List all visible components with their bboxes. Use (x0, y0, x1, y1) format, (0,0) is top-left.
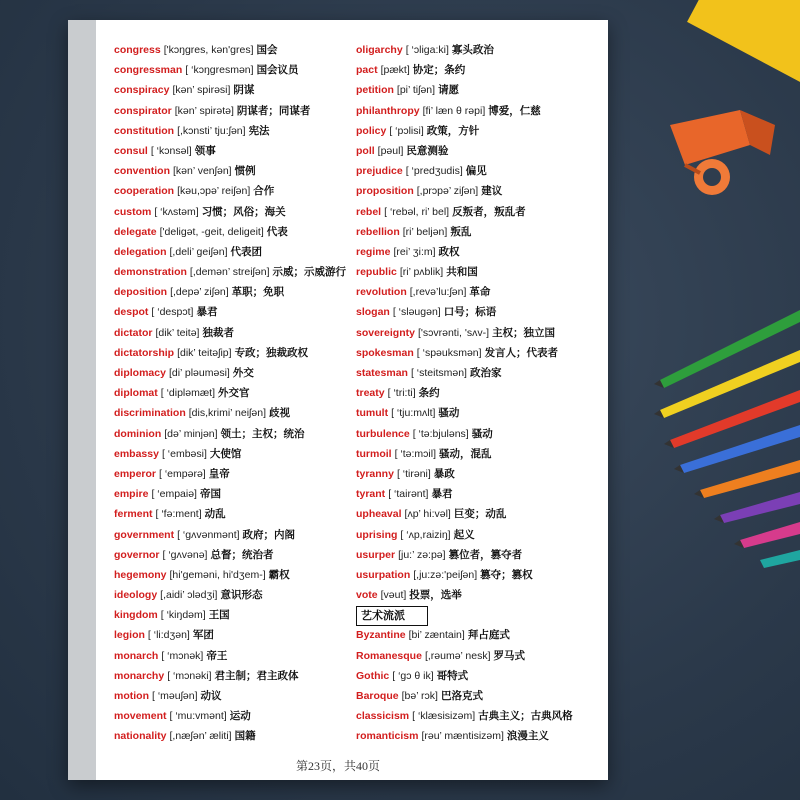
vocab-word: rebel (356, 205, 382, 218)
vocab-word: dominion (114, 427, 162, 440)
vocab-entry (356, 706, 606, 726)
section-heading-row (356, 605, 606, 625)
vocab-entry (114, 585, 354, 605)
right-column (356, 40, 606, 747)
vocab-word: dictatorship (114, 346, 175, 359)
vocab-word: demonstration (114, 266, 187, 279)
vocab-phonetic: [,depə’ ziʃən] (170, 286, 229, 299)
vocab-entry (356, 343, 606, 363)
vocab-entry (356, 262, 606, 282)
vocab-word: policy (356, 124, 387, 137)
vocab-entry (114, 141, 354, 161)
vocab-phonetic: [ ‘despɔt] (151, 306, 194, 319)
vocab-meaning: 博爱，仁慈 (488, 104, 541, 117)
vocab-meaning: 军团 (192, 629, 214, 642)
vocab-phonetic: [dis,krimi’ neiʃən] (188, 407, 266, 420)
vocab-phonetic: [ ‘mu:vmənt] (169, 710, 227, 723)
vocab-entry (356, 80, 606, 100)
vocab-phonetic: [ ‘steitsmən] (410, 367, 467, 379)
vocab-word: embassy (114, 447, 159, 460)
vocab-word: treaty (356, 387, 385, 400)
vocab-entry (114, 363, 354, 383)
vocab-entry (356, 282, 606, 302)
vocab-phonetic: [ ‘dipləmæt] (160, 387, 216, 400)
vocab-meaning: 骚动 (471, 427, 493, 440)
vocab-meaning: 拜占庭式 (467, 629, 510, 642)
binder-clip-icon (650, 85, 790, 205)
vocab-entry (356, 686, 606, 706)
vocab-phonetic: [,kɔnsti’ tju:ʃən] (177, 124, 246, 137)
vocab-phonetic: [,aidi’ ɔlədʒi] (160, 589, 218, 602)
vocab-word: pact (356, 64, 378, 77)
vocab-phonetic: [ ‘məuʃən] (152, 690, 198, 702)
vocab-word: hegemony (114, 568, 167, 581)
vocab-word: dictator (114, 326, 153, 339)
vocab-meaning: 合作 (253, 185, 275, 198)
vocab-phonetic: [,demən’ streiʃən] (189, 266, 270, 279)
vocab-entry (356, 121, 606, 141)
vocab-word: empire (114, 488, 149, 501)
vocab-phonetic: [ ‘mɔnəki] (167, 669, 212, 682)
vocab-meaning: 动议 (200, 690, 222, 702)
vocab-word: deposition (114, 286, 168, 299)
vocab-word: classicism (356, 710, 410, 723)
vocab-meaning: 独裁者 (202, 326, 234, 339)
vocab-phonetic: [,revə’lu:ʃən] (409, 286, 467, 299)
vocab-phonetic: [ri’ pʌblik] (399, 266, 444, 279)
vocab-entry (114, 323, 354, 343)
vocab-phonetic: [də’ minjən] (164, 427, 218, 440)
vocab-word: tyrant (356, 488, 386, 501)
vocab-phonetic: [ ‘tri:ti] (387, 387, 416, 400)
vocab-meaning: 暴政 (433, 467, 455, 480)
vocab-meaning: 国会 (256, 44, 278, 56)
vocab-word: petition (356, 84, 394, 97)
vocab-word: movement (114, 710, 167, 723)
vocab-entry (114, 343, 354, 363)
vocab-word: monarchy (114, 669, 165, 682)
vocab-meaning: 建议 (481, 185, 503, 198)
vocab-entry (114, 161, 354, 181)
vocab-meaning: 霸权 (268, 568, 290, 581)
vocab-word: nationality (114, 730, 167, 743)
vocab-meaning: 协定；条约 (412, 64, 466, 77)
vocab-entry (114, 40, 354, 60)
vocab-phonetic: ['kɔŋgres, kən'gres] (163, 44, 254, 56)
vocab-meaning: 民意测验 (406, 144, 449, 157)
vocab-entry (114, 525, 354, 545)
vocab-word: Baroque (356, 690, 399, 702)
vocab-phonetic: [ ‘tirəni] (396, 467, 431, 480)
vocab-word: conspirator (114, 104, 172, 117)
vocab-meaning: 运动 (229, 710, 251, 723)
vocab-phonetic: [ ‘tairənt] (388, 488, 429, 501)
vocab-phonetic: [,ju:zə:'peiʃən] (413, 568, 478, 581)
vocab-entry (114, 383, 354, 403)
vocab-meaning: 阴谋 (233, 84, 255, 97)
vocab-word: usurper (356, 548, 396, 561)
vocab-phonetic: [ ‘kɔnsəl] (150, 144, 192, 157)
vocab-meaning: 宪法 (248, 124, 270, 137)
vocab-phonetic: [vəut] (380, 589, 407, 602)
vocab-entry (356, 40, 606, 60)
vocab-meaning: 叛乱 (450, 225, 472, 238)
vocab-entry (114, 605, 354, 625)
vocab-phonetic: [kən’ spirətə] (174, 104, 234, 117)
vocab-phonetic: [ ‘kɔŋgresmən] (185, 64, 254, 77)
vocab-word: congressman (114, 64, 183, 77)
vocab-phonetic: [ ‘ʌp,raiziŋ] (400, 528, 451, 541)
vocab-entry (356, 484, 606, 504)
vocab-entry (114, 666, 354, 686)
vocab-entry (356, 403, 606, 423)
vocab-entry (356, 242, 606, 262)
vocab-phonetic: [ju:’ zə:pə] (398, 548, 446, 561)
vocab-meaning: 寡头政治 (451, 44, 494, 56)
vocab-phonetic: [fi’ læn θ rəpi] (422, 104, 486, 117)
vocab-phonetic: [ ‘li:dʒən] (147, 629, 190, 642)
vocab-word: ferment (114, 508, 153, 521)
vocab-word: uprising (356, 528, 398, 541)
vocab-entry (114, 726, 354, 746)
vocab-word: consul (114, 144, 148, 157)
vocab-meaning: 政治家 (469, 367, 502, 379)
vocab-phonetic: ['sɔvrənti, 'sʌv-] (417, 326, 490, 339)
vocab-meaning: 骚动，混乱 (439, 447, 492, 460)
vocab-phonetic: [ ‘spəuksmən] (416, 346, 482, 359)
vocab-word: Romanesque (356, 649, 422, 662)
vocab-meaning: 领土；主权；统治 (220, 427, 305, 440)
vocab-phonetic: [pəul] (377, 144, 404, 157)
vocab-word: spokesman (356, 346, 414, 359)
vocab-phonetic: [,prɔpə’ ziʃən] (416, 185, 479, 198)
vocab-meaning: 代表 (266, 225, 288, 238)
vocab-meaning: 阴谋者；同谋者 (236, 104, 311, 117)
vocab-entry (114, 424, 354, 444)
vocab-entry (114, 646, 354, 666)
vocab-meaning: 习惯；风俗；海关 (201, 205, 286, 218)
vocab-phonetic: [ ‘sləugən] (392, 306, 441, 319)
vocab-meaning: 篡位者，篡夺者 (448, 548, 523, 561)
vocab-entry (114, 545, 354, 565)
vocab-phonetic: [kəu,ɔpə’ reiʃən] (177, 185, 251, 198)
vocab-meaning: 王国 (208, 609, 230, 622)
vocab-word: poll (356, 144, 375, 157)
vocab-phonetic: [kən’ venʃən] (173, 165, 232, 178)
vocab-meaning: 骚动 (438, 407, 460, 420)
vocab-meaning: 意识形态 (220, 589, 263, 602)
vocab-meaning: 帝国 (199, 488, 221, 501)
vocab-meaning: 政策，方针 (426, 124, 480, 137)
vocab-word: proposition (356, 185, 414, 198)
vocab-meaning: 古典主义；古典风格 (478, 710, 573, 723)
vocab-entry (356, 363, 606, 383)
vocab-entry (114, 60, 354, 80)
vocab-entry (114, 565, 354, 585)
vocab-entry (356, 444, 606, 464)
vocab-meaning: 巴洛克式 (440, 690, 483, 702)
vocab-entry (356, 525, 606, 545)
vocab-word: government (114, 528, 175, 541)
vocab-entry (114, 202, 354, 222)
vocab-meaning: 篡夺；篡权 (480, 568, 533, 581)
vocab-meaning: 暴君 (431, 488, 453, 501)
vocab-entry (356, 726, 606, 746)
vocab-word: convention (114, 165, 171, 178)
vocab-meaning: 君主制；君主政体 (214, 669, 299, 682)
vocab-entry (114, 484, 354, 504)
vocab-entry (356, 222, 606, 242)
vocab-meaning: 巨变；动乱 (453, 508, 507, 521)
vocab-meaning: 外交 (232, 367, 254, 379)
vocab-phonetic: [ ‘tju:mʌlt] (391, 407, 436, 420)
vocab-phonetic: [bi’ zæntain] (408, 629, 465, 642)
vocab-word: Gothic (356, 669, 390, 682)
vocab-meaning: 主权；独立国 (492, 326, 556, 339)
vocab-word: romanticism (356, 730, 419, 743)
vocab-entry (356, 302, 606, 322)
vocab-phonetic: [ ‘empərə] (159, 467, 206, 480)
vocab-word: delegation (114, 245, 167, 258)
vocab-entry (356, 161, 606, 181)
vocab-phonetic: [bə’ rɔk] (401, 690, 438, 702)
vocab-entry (114, 706, 354, 726)
vocab-phonetic: [pækt] (380, 64, 410, 77)
vocab-entry (356, 666, 606, 686)
vocab-word: legion (114, 629, 145, 642)
vocab-word: republic (356, 266, 397, 279)
vocab-word: philanthropy (356, 104, 420, 117)
vocab-phonetic: [ ‘mɔnək] (161, 649, 204, 662)
vocab-meaning: 帝王 (206, 649, 228, 662)
vocab-word: rebellion (356, 225, 400, 238)
vocab-word: upheaval (356, 508, 402, 521)
left-column (114, 40, 354, 747)
vocab-word: conspiracy (114, 84, 170, 97)
vocab-word: slogan (356, 306, 390, 319)
vocab-entry (356, 383, 606, 403)
vocab-phonetic: [,deli’ geiʃən] (169, 245, 228, 258)
vocab-meaning: 惯例 (234, 165, 256, 178)
vocab-word: sovereignty (356, 326, 415, 339)
colored-pencils-icon (650, 260, 800, 590)
vocab-entry (114, 625, 354, 645)
vocab-entry (114, 222, 354, 242)
vocab-word: tyranny (356, 467, 394, 480)
vocab-entry (114, 121, 354, 141)
vocab-entry (114, 80, 354, 100)
vocab-word: vote (356, 589, 378, 602)
vocab-word: tumult (356, 407, 389, 420)
page-footer: 第23页，共40页 (295, 759, 380, 773)
vocab-phonetic: [ ‘embəsi] (161, 447, 207, 460)
vocab-phonetic: [rəu’ mæntisizəm] (421, 730, 504, 743)
vocab-phonetic: [ ‘rebəl, ri’ bel] (384, 205, 450, 218)
vocab-phonetic: [ ‘fə:ment] (155, 508, 202, 521)
vocab-entry (114, 464, 354, 484)
vocab-meaning: 浪漫主义 (506, 730, 549, 743)
vocab-meaning: 示威；示威游行 (272, 266, 346, 279)
vocab-word: emperor (114, 467, 157, 480)
vocab-entry (356, 101, 606, 121)
vocab-entry (356, 625, 606, 645)
vocab-meaning: 领事 (194, 144, 216, 157)
vocab-word: discrimination (114, 407, 186, 420)
vocab-entry (114, 403, 354, 423)
vocab-meaning: 皇帝 (208, 467, 230, 480)
vocab-phonetic: [ ‘kʌstəm] (154, 205, 199, 218)
vocab-meaning: 哥特式 (436, 669, 469, 682)
vocab-word: kingdom (114, 609, 158, 622)
vocab-word: delegate (114, 225, 157, 238)
vocab-meaning: 革职；免职 (231, 286, 285, 299)
vocab-phonetic: [ri’ beljən] (402, 225, 448, 238)
vocab-phonetic: [ ‘ɔliga:ki] (405, 44, 449, 56)
vocab-entry (356, 60, 606, 80)
vocab-word: revolution (356, 286, 407, 299)
vocab-entry (356, 565, 606, 585)
vocab-meaning: 条约 (418, 387, 440, 400)
vocab-meaning: 偏见 (465, 165, 487, 178)
vocab-word: despot (114, 306, 149, 319)
vocab-meaning: 政权 (438, 245, 460, 258)
vocab-meaning: 暴君 (196, 306, 218, 319)
vocab-entry (114, 262, 354, 282)
vocab-word: usurpation (356, 568, 411, 581)
vocab-meaning: 罗马式 (493, 649, 525, 662)
vocab-phonetic: [ ‘predʒudis] (405, 165, 463, 178)
vocab-meaning: 口号；标语 (443, 306, 497, 319)
vocab-meaning: 总督；统治者 (210, 548, 274, 561)
vocab-entry (114, 504, 354, 524)
vocab-word: turmoil (356, 447, 392, 460)
vocab-meaning: 起义 (453, 528, 475, 541)
vocab-word: congress (114, 44, 161, 56)
vocab-phonetic: [ ‘gʌvənmənt] (177, 528, 240, 541)
vocab-meaning: 共和国 (446, 266, 478, 279)
vocab-phonetic: [ ‘klæsisizəm] (412, 710, 476, 723)
vocab-meaning: 投票，选举 (409, 589, 462, 602)
vocab-entry (114, 302, 354, 322)
vocab-phonetic: [ ‘kiŋdəm] (160, 609, 206, 622)
vocab-meaning: 革命 (469, 286, 491, 299)
vocab-entry (114, 686, 354, 706)
vocab-meaning: 动乱 (204, 508, 226, 521)
vocab-phonetic: [ ‘pɔlisi] (389, 124, 424, 137)
vocab-meaning: 代表团 (230, 245, 262, 258)
vocab-entry (356, 585, 606, 605)
vocab-phonetic: [,rəumə’ nesk] (424, 649, 491, 662)
vocab-phonetic: [,næʃən’ æliti] (169, 730, 232, 743)
vocab-entry (356, 202, 606, 222)
vocab-meaning: 政府；内阁 (242, 528, 296, 541)
vocab-meaning: 歧视 (268, 407, 290, 420)
vocab-meaning: 发言人；代表者 (484, 346, 559, 359)
vocab-word: diplomat (114, 387, 158, 400)
vocab-word: Byzantine (356, 629, 406, 642)
vocab-word: prejudice (356, 165, 403, 178)
vocab-meaning: 外交官 (218, 387, 250, 400)
vocab-entry (356, 141, 606, 161)
vocab-word: diplomacy (114, 367, 166, 379)
vocab-phonetic: [ʌp’ hi:vəl] (404, 508, 451, 521)
vocab-word: regime (356, 245, 391, 258)
vocab-phonetic: [rei’ ʒi:m] (393, 245, 436, 258)
vocab-word: statesman (356, 367, 408, 379)
vocab-entry (356, 464, 606, 484)
vocab-entry (114, 181, 354, 201)
vocab-phonetic: ['deligət, -geit, deligeit] (159, 225, 264, 238)
section-heading: 艺术流派 (356, 606, 428, 626)
vocab-meaning: 反叛者，叛乱者 (452, 205, 526, 218)
vocab-word: governor (114, 548, 160, 561)
vocab-phonetic: [dik’ teitəʃip] (177, 346, 232, 359)
vocab-meaning: 请愿 (438, 84, 460, 97)
vocab-word: custom (114, 205, 152, 218)
vocab-entry (356, 181, 606, 201)
vocab-phonetic: [ ‘gɔ θ ik] (392, 669, 434, 682)
vocab-entry (114, 101, 354, 121)
vocab-word: cooperation (114, 185, 175, 198)
vocabulary-page (68, 20, 608, 780)
vocab-entry (356, 323, 606, 343)
vocab-word: oligarchy (356, 44, 403, 56)
vocab-phonetic: [dik’ teitə] (155, 326, 200, 339)
page-binding-strip (68, 20, 96, 780)
vocab-phonetic: [di’ pləuməsi] (168, 367, 230, 379)
vocab-entry (356, 424, 606, 444)
vocab-word: constitution (114, 124, 175, 137)
vocab-entry (356, 545, 606, 565)
vocab-word: motion (114, 690, 149, 702)
vocab-phonetic: [ ‘empaiə] (151, 488, 197, 501)
vocab-phonetic: [kən’ spirəsi] (172, 84, 231, 97)
vocab-meaning: 大使馆 (209, 447, 242, 460)
vocab-word: ideology (114, 589, 158, 602)
vocab-entry (114, 242, 354, 262)
vocab-meaning: 国籍 (234, 730, 256, 743)
vocab-phonetic: [ ‘tə:bjuləns] (412, 427, 469, 440)
vocab-phonetic: [hi'geməni, hi'dʒem-] (169, 568, 266, 581)
vocab-entry (114, 282, 354, 302)
vocab-phonetic: [pi’ tiʃən] (396, 84, 436, 97)
vocab-meaning: 国会议员 (256, 64, 299, 77)
vocab-entry (114, 444, 354, 464)
vocab-meaning: 专政；独裁政权 (234, 346, 309, 359)
vocab-word: monarch (114, 649, 159, 662)
vocab-phonetic: [ ‘gʌvənə] (162, 548, 208, 561)
vocab-entry (356, 646, 606, 666)
vocab-word: turbulence (356, 427, 410, 440)
vocab-phonetic: [ ‘tə:mɔil] (394, 447, 437, 460)
vocab-entry (356, 504, 606, 524)
